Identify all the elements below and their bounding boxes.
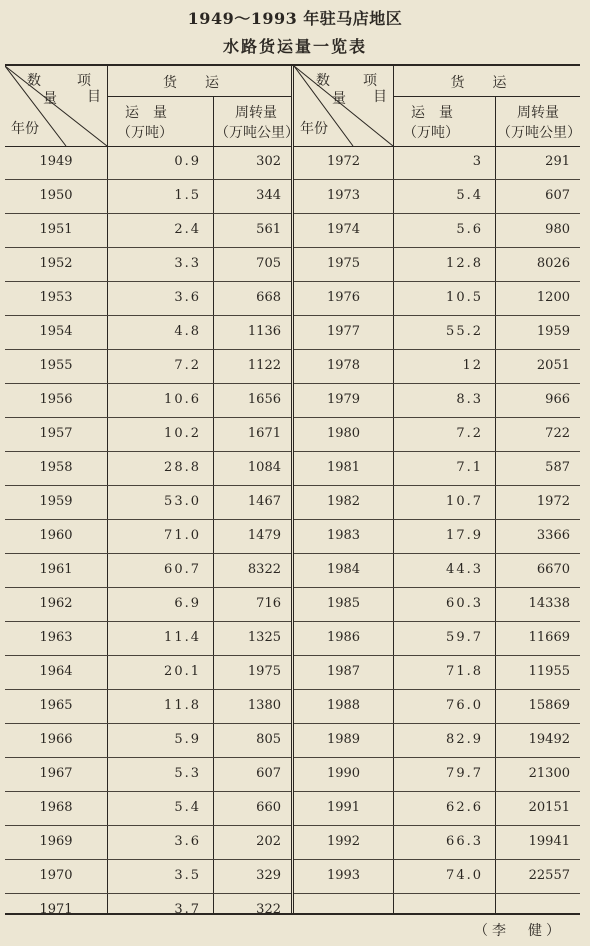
- cell-volume: 5.9: [174, 732, 201, 747]
- cell-volume: 10.2: [164, 426, 201, 441]
- cell-volume: 28.8: [164, 460, 201, 475]
- cell-turnover: 2051: [536, 358, 570, 373]
- cell-turnover: 966: [545, 392, 570, 407]
- page-subtitle: 水路货运量一览表: [222, 37, 367, 56]
- cell-year: 1968: [39, 800, 73, 815]
- table-row: [294, 792, 580, 826]
- cell-turnover: 668: [256, 290, 281, 305]
- cell-year: 1954: [39, 324, 73, 339]
- cell-year: 1989: [326, 732, 361, 747]
- table-row: [294, 214, 580, 248]
- cell-year: 1960: [39, 528, 73, 543]
- cell-turnover: 1200: [536, 290, 570, 305]
- cell-year: 1971: [39, 902, 73, 917]
- table-row: [5, 792, 291, 826]
- cell-year: 1993: [326, 868, 361, 883]
- group-header-cargo: 货 运: [163, 75, 219, 91]
- cell-volume: 6.9: [174, 596, 201, 611]
- cell-volume: 71.8: [446, 664, 483, 679]
- col-header-turnover: 周转量: [235, 105, 277, 121]
- col-header-volume: 运 量: [125, 105, 167, 121]
- corner-label-year: 年份: [300, 121, 328, 137]
- cell-year: 1957: [39, 426, 73, 441]
- table-row: [294, 248, 580, 282]
- table-row: [294, 826, 580, 860]
- cell-year: 1978: [326, 358, 361, 373]
- cell-year: 1967: [39, 766, 73, 781]
- cell-year: 1950: [39, 188, 73, 203]
- cell-volume: 7.2: [174, 358, 201, 373]
- cell-volume: 10.6: [164, 392, 201, 407]
- cell-year: 1962: [39, 596, 73, 611]
- author-credit: （李 健）: [474, 923, 564, 939]
- table-row: [5, 384, 291, 418]
- table-row: [5, 282, 291, 316]
- cell-volume: 3.3: [174, 256, 201, 271]
- cell-turnover: 705: [256, 256, 281, 271]
- cell-volume: 76.0: [446, 698, 483, 713]
- table-row: [5, 826, 291, 860]
- cell-volume: 5.6: [456, 222, 483, 237]
- table-row: [5, 758, 291, 792]
- table-row: [294, 146, 580, 180]
- table-row: [5, 622, 291, 656]
- cell-turnover: 22557: [528, 868, 570, 883]
- group-divider: [393, 96, 580, 97]
- corner-label-year: 年份: [11, 121, 39, 137]
- cell-year: 1979: [326, 392, 361, 407]
- cell-turnover: 322: [256, 902, 281, 917]
- cell-turnover: 607: [545, 188, 570, 203]
- table-row: [5, 656, 291, 690]
- cell-turnover: 20151: [528, 800, 570, 815]
- cell-year: 1988: [326, 698, 361, 713]
- table-row: [294, 758, 580, 792]
- table-row: [294, 316, 580, 350]
- cell-volume: 4.8: [174, 324, 201, 339]
- corner-label-quantity-1: 数: [27, 73, 41, 89]
- cell-volume: 5.4: [456, 188, 483, 203]
- table-left-half: [5, 66, 299, 917]
- cell-volume: 11.8: [164, 698, 201, 713]
- table-row: [5, 248, 291, 282]
- cell-year: 1949: [39, 154, 73, 169]
- cell-volume: 3.6: [174, 290, 201, 305]
- cell-turnover: 14338: [528, 596, 570, 611]
- cell-turnover: 11669: [528, 630, 570, 645]
- table-row: [294, 282, 580, 316]
- cell-year: 1956: [39, 392, 73, 407]
- cell-year: 1965: [39, 698, 73, 713]
- cell-turnover: 19492: [528, 732, 570, 747]
- table-row: [5, 894, 291, 927]
- table-row: [294, 520, 580, 554]
- page-title: 1949～1993 年驻马店地区: [187, 9, 403, 28]
- table-body: [5, 146, 291, 927]
- cell-volume: 59.7: [446, 630, 483, 645]
- table-row: [294, 690, 580, 724]
- cell-turnover: 291: [545, 154, 570, 169]
- group-header-cargo: 货 运: [450, 75, 507, 91]
- cell-volume: 3.5: [174, 868, 201, 883]
- table-row: [294, 724, 580, 758]
- cell-year: 1970: [39, 868, 73, 883]
- cell-turnover: 1479: [247, 528, 281, 543]
- cell-volume: 62.6: [446, 800, 483, 815]
- cell-turnover: 607: [256, 766, 281, 781]
- corner-label-item-1: 项: [363, 73, 377, 89]
- cell-year: 1961: [39, 562, 73, 577]
- cell-volume: 7.2: [456, 426, 483, 441]
- cell-turnover: 19941: [528, 834, 570, 849]
- cell-year: 1983: [326, 528, 361, 543]
- cell-volume: 20.1: [164, 664, 201, 679]
- cell-year: 1951: [39, 222, 73, 237]
- corner-label-quantity-1: 数: [316, 73, 330, 89]
- cell-turnover: 980: [545, 222, 570, 237]
- cell-year: 1991: [326, 800, 361, 815]
- cell-year: 1972: [326, 154, 361, 169]
- table-body: [294, 146, 580, 927]
- cell-turnover: 1656: [247, 392, 281, 407]
- table-row: [5, 860, 291, 894]
- cell-volume: 12: [462, 358, 483, 373]
- col-header-volume-unit: （万吨）: [403, 125, 459, 141]
- cell-volume: 7.1: [456, 460, 483, 475]
- cell-year: 1966: [39, 732, 73, 747]
- cell-turnover: 716: [256, 596, 281, 611]
- cell-turnover: 805: [256, 732, 281, 747]
- cell-turnover: 587: [545, 460, 570, 475]
- cell-volume: 74.0: [446, 868, 483, 883]
- corner-label-item-2: 目: [87, 89, 101, 105]
- corner-label-quantity-2: 量: [43, 91, 57, 107]
- cell-volume: 5.4: [174, 800, 201, 815]
- cell-year: 1980: [326, 426, 361, 441]
- cell-year: 1959: [39, 494, 73, 509]
- col-header-turnover-unit: （万吨公里）: [497, 125, 581, 141]
- cell-turnover: 1671: [247, 426, 281, 441]
- cell-year: 1973: [326, 188, 361, 203]
- table-row: [5, 146, 291, 180]
- cell-turnover: 1136: [247, 324, 281, 339]
- cell-year: 1974: [326, 222, 361, 237]
- cell-year: 1986: [326, 630, 361, 645]
- cell-year: 1992: [326, 834, 361, 849]
- cell-turnover: 1959: [536, 324, 570, 339]
- cell-turnover: 202: [256, 834, 281, 849]
- cell-turnover: 344: [256, 188, 281, 203]
- table-row: [294, 554, 580, 588]
- table-row: [294, 418, 580, 452]
- cell-turnover: 1380: [247, 698, 281, 713]
- corner-label-item-2: 目: [373, 89, 387, 105]
- cell-volume: 10.7: [446, 494, 483, 509]
- cell-volume: 79.7: [446, 766, 483, 781]
- cell-year: 1975: [326, 256, 361, 271]
- table-right-half: [291, 66, 580, 913]
- cell-volume: 53.0: [164, 494, 201, 509]
- cell-year: 1984: [326, 562, 361, 577]
- col-header-turnover: 周转量: [517, 105, 559, 121]
- table-row: [5, 554, 291, 588]
- cell-volume: 60.7: [164, 562, 201, 577]
- table-row: [294, 180, 580, 214]
- cell-volume: 44.3: [446, 562, 483, 577]
- cell-turnover: 1975: [247, 664, 281, 679]
- cell-volume: 60.3: [446, 596, 483, 611]
- cell-turnover: 3366: [536, 528, 570, 543]
- cell-turnover: 302: [256, 154, 281, 169]
- table-row: [5, 486, 291, 520]
- cell-volume: 3.7: [174, 902, 201, 917]
- table-row: [5, 588, 291, 622]
- cell-turnover: 561: [256, 222, 281, 237]
- col-header-volume-unit: （万吨）: [117, 125, 173, 141]
- cargo-table: [5, 64, 580, 915]
- cell-volume: 17.9: [446, 528, 483, 543]
- cell-turnover: 6670: [536, 562, 570, 577]
- cell-volume: 66.3: [446, 834, 483, 849]
- cell-year: 1955: [39, 358, 73, 373]
- cell-year: 1981: [326, 460, 361, 475]
- table-row: [294, 384, 580, 418]
- cell-volume: 82.9: [446, 732, 483, 747]
- table-row: [5, 350, 291, 384]
- cell-year: 1987: [326, 664, 361, 679]
- cell-turnover: 8322: [247, 562, 281, 577]
- cell-turnover: 8026: [536, 256, 570, 271]
- table-row: [5, 214, 291, 248]
- cell-volume: 71.0: [164, 528, 201, 543]
- cell-volume: 10.5: [446, 290, 483, 305]
- table-row: [5, 724, 291, 758]
- corner-label-quantity-2: 量: [332, 91, 346, 107]
- cell-year: 1977: [326, 324, 361, 339]
- cell-year: 1990: [326, 766, 361, 781]
- table-row: [294, 588, 580, 622]
- cell-volume: 8.3: [456, 392, 483, 407]
- table-header: [5, 66, 299, 147]
- cell-turnover: 1467: [247, 494, 281, 509]
- table-row: [294, 656, 580, 690]
- cell-volume: 11.4: [164, 630, 201, 645]
- cell-year: 1969: [39, 834, 73, 849]
- cell-turnover: 660: [256, 800, 281, 815]
- table-row: [5, 690, 291, 724]
- table-row: [5, 180, 291, 214]
- group-divider: [107, 96, 291, 97]
- table-header: [294, 66, 580, 147]
- cell-volume: 0.9: [174, 154, 201, 169]
- corner-label-item-1: 项: [77, 73, 91, 89]
- table-row: [5, 520, 291, 554]
- cell-turnover: 1972: [536, 494, 570, 509]
- table-row: [294, 486, 580, 520]
- cell-turnover: 1325: [247, 630, 281, 645]
- cell-year: 1976: [326, 290, 361, 305]
- cell-year: 1952: [39, 256, 73, 271]
- cell-year: 1982: [326, 494, 361, 509]
- cell-volume: 1.5: [174, 188, 201, 203]
- col-header-volume: 运 量: [411, 105, 453, 121]
- cell-turnover: 1084: [247, 460, 281, 475]
- cell-year: 1958: [39, 460, 73, 475]
- cell-turnover: 15869: [528, 698, 570, 713]
- cell-turnover: 1122: [247, 358, 281, 373]
- cell-year: 1963: [39, 630, 73, 645]
- table-row: [294, 350, 580, 384]
- cell-year: 1985: [326, 596, 361, 611]
- cell-turnover: 329: [256, 868, 281, 883]
- cell-year: 1953: [39, 290, 73, 305]
- table-row: [5, 316, 291, 350]
- cell-volume: 3: [472, 154, 483, 169]
- cell-year: 1964: [39, 664, 73, 679]
- cell-turnover: 21300: [528, 766, 570, 781]
- table-row: [5, 452, 291, 486]
- cell-volume: 3.6: [174, 834, 201, 849]
- cell-turnover: 11955: [528, 664, 570, 679]
- col-header-turnover-unit: （万吨公里）: [215, 125, 299, 141]
- table-row: [294, 452, 580, 486]
- cell-turnover: 722: [545, 426, 570, 441]
- cell-volume: 55.2: [446, 324, 483, 339]
- cell-volume: 5.3: [174, 766, 201, 781]
- table-row: [294, 622, 580, 656]
- cell-volume: 12.8: [446, 256, 483, 271]
- table-row: [294, 860, 580, 894]
- table-row: [5, 418, 291, 452]
- cell-volume: 2.4: [174, 222, 201, 237]
